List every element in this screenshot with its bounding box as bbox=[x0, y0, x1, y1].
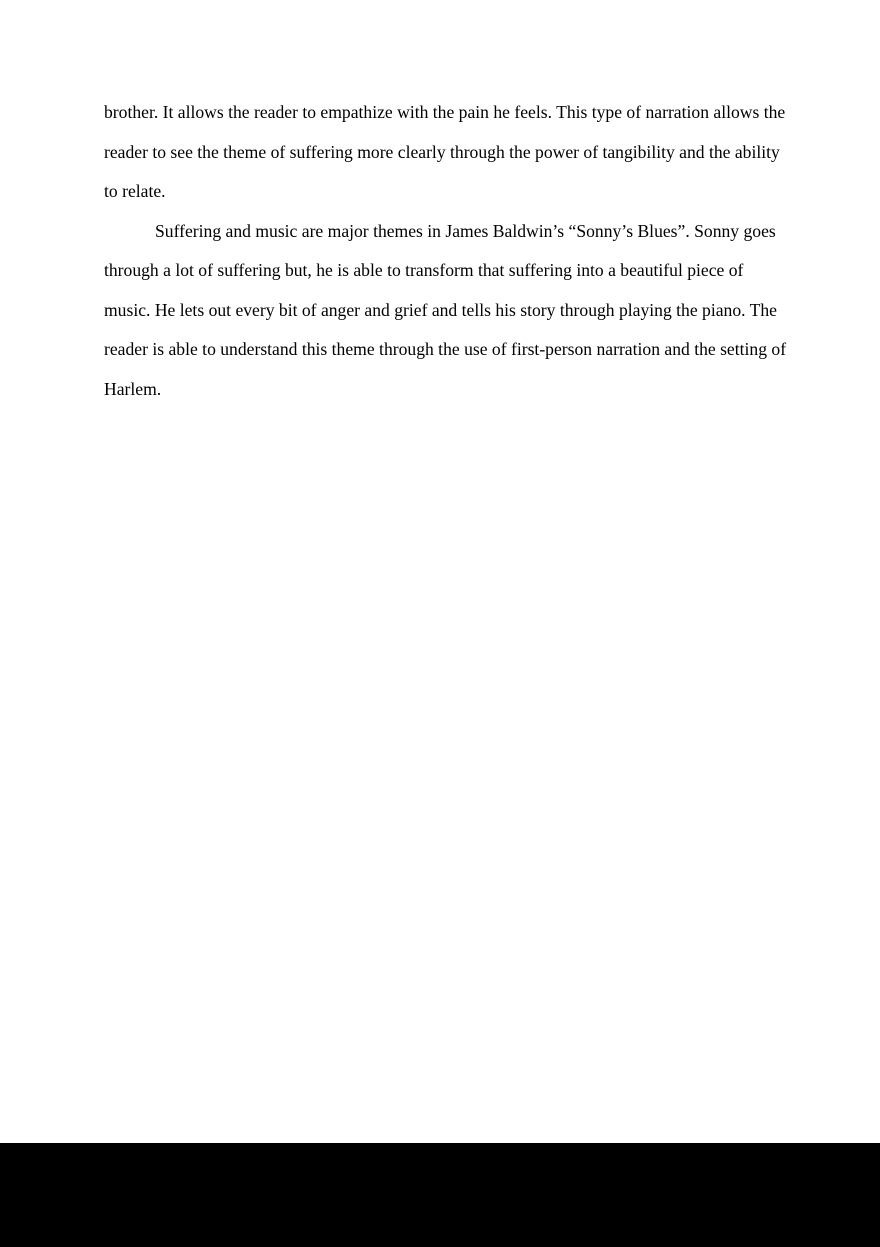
text-line: Harlem. bbox=[104, 378, 162, 399]
text-line: Suffering and music are major themes in James Baldwin’s “Sonny’s Blues”. Sonny goes bbox=[155, 220, 776, 241]
essay-body-text bbox=[104, 93, 804, 409]
text-line: music. He lets out every bit of anger and grief and tells his story through playing the piano. The bbox=[104, 299, 777, 320]
text-line: to relate. bbox=[104, 181, 166, 201]
paragraph-narration-continued bbox=[104, 93, 804, 212]
text-line: through a lot of suffering but, he is able to transform that suffering into a beautiful piece of bbox=[104, 260, 744, 280]
text-line: reader to see the theme of suffering more clearly through the power of tangibility and the ability bbox=[104, 141, 780, 162]
text-line: brother. It allows the reader to empathize with the pain he feels. This type of narration allows the bbox=[104, 102, 786, 122]
paragraph-conclusion bbox=[104, 212, 804, 410]
text-line: reader is able to understand this theme through the use of first-person narration and the setting of bbox=[104, 339, 787, 359]
bottom-black-bar bbox=[0, 1143, 880, 1247]
